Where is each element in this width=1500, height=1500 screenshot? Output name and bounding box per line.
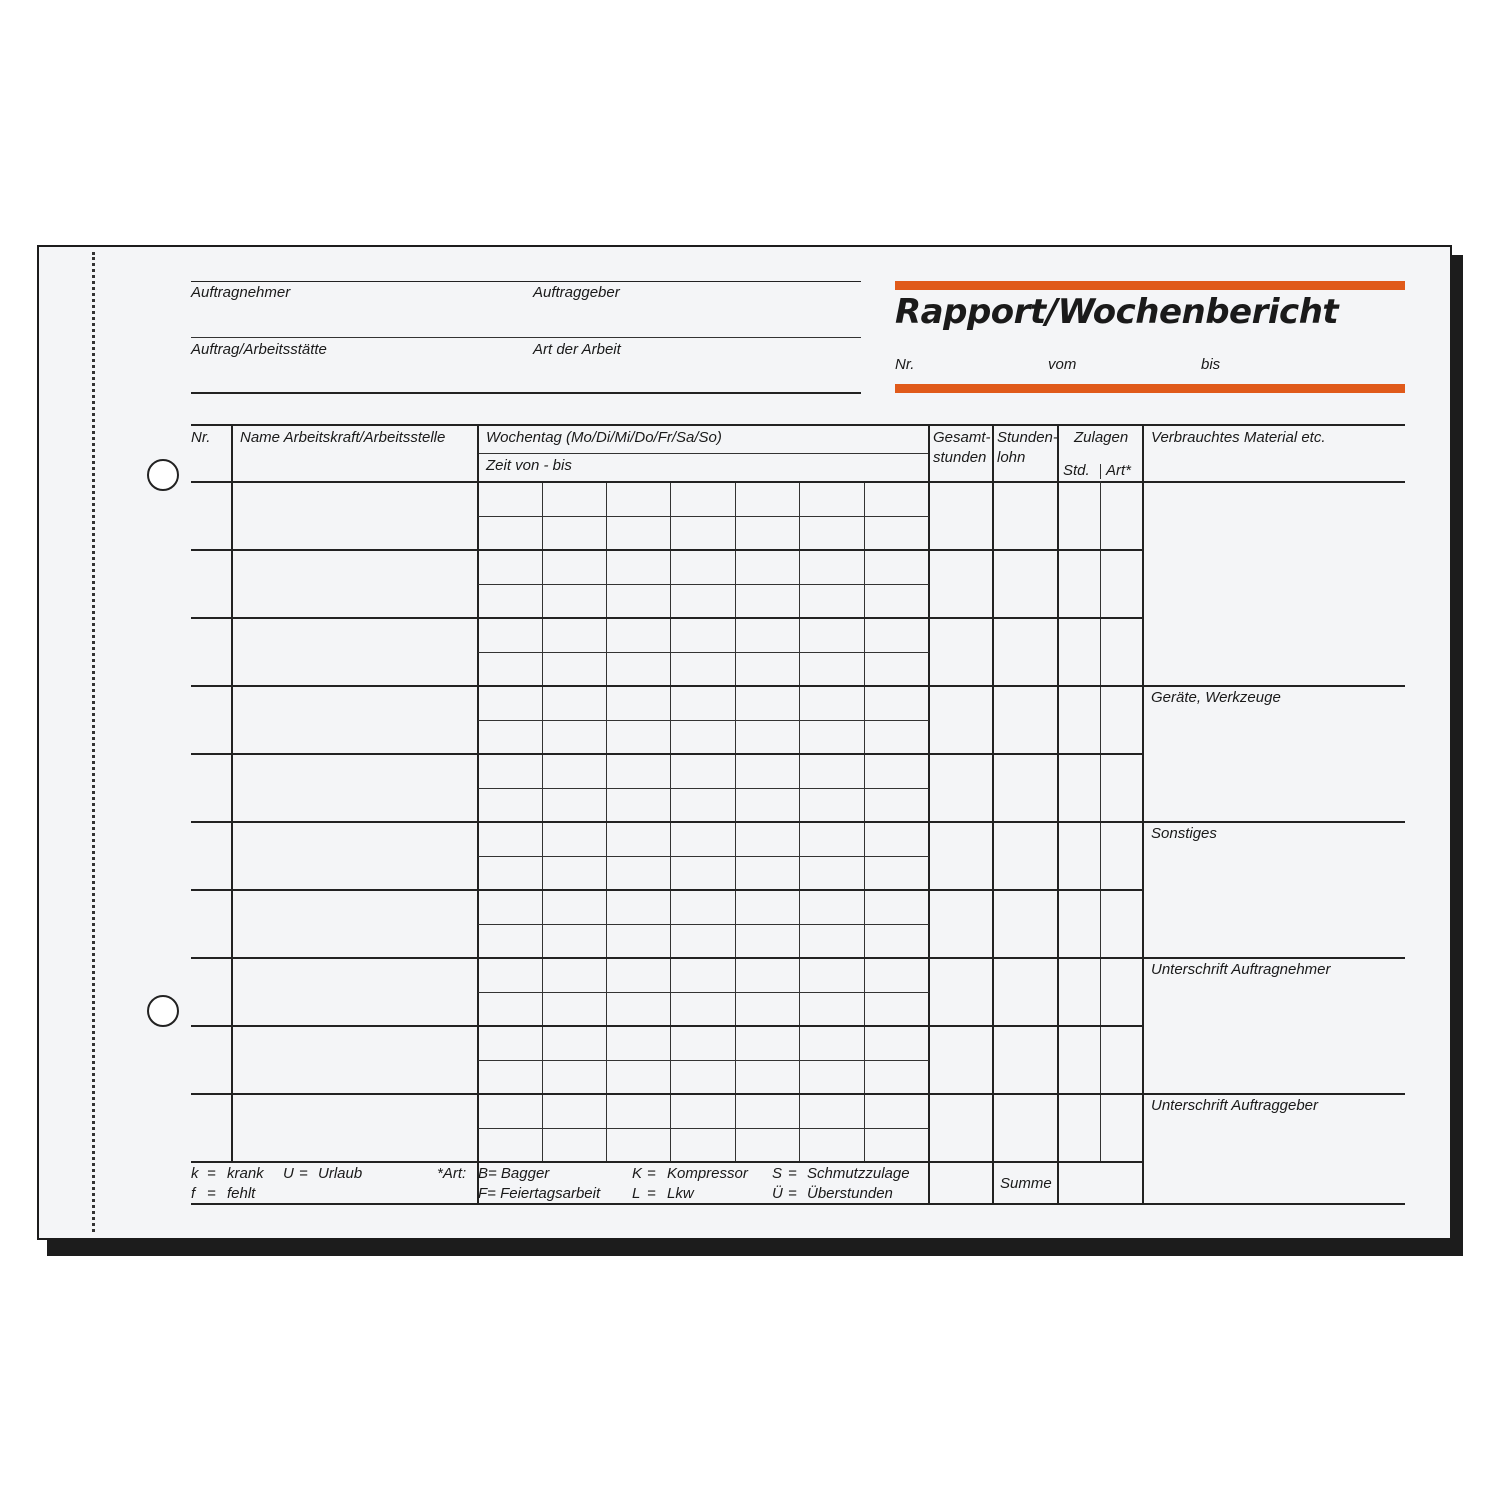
legend-k-key: k (191, 1165, 199, 1182)
table-row (191, 549, 1143, 551)
time-subrow-line (478, 516, 929, 517)
col-gesamt-header-2: stunden (933, 449, 987, 466)
legend-b: B= Bagger (478, 1165, 550, 1182)
legend-eq: = (788, 1165, 797, 1182)
auftragnehmer-label: Auftragnehmer (191, 284, 291, 301)
vom-label: vom (1048, 356, 1077, 373)
table-row (191, 685, 1405, 687)
table-row (191, 1025, 1143, 1027)
header-line-middle (191, 337, 861, 338)
auftrag-field[interactable] (191, 359, 521, 391)
table-header-bottom-line (191, 481, 1405, 483)
summe-zulagen-field[interactable] (1059, 1164, 1141, 1202)
col-line-stundenlohn (1057, 424, 1059, 1204)
time-subrow-line (478, 1060, 929, 1061)
legend-eq: = (207, 1165, 216, 1182)
summe-gesamt-field[interactable] (930, 1164, 990, 1202)
table-bottom-line (191, 1203, 1405, 1205)
accent-bar-top (895, 281, 1405, 290)
auftrag-label: Auftrag/Arbeitsstätte (191, 341, 327, 358)
summe-label: Summe (1000, 1175, 1052, 1192)
legend-ue-value: Überstunden (807, 1185, 893, 1202)
unterschrift-auftragnehmer-label: Unterschrift Auftragnehmer (1151, 961, 1331, 978)
bis-field[interactable] (1224, 350, 1404, 378)
col-nr-header: Nr. (191, 429, 211, 446)
wochentag-divider (478, 453, 929, 454)
col-line-name (477, 424, 479, 1204)
legend-eq: = (788, 1185, 797, 1202)
time-subrow-line (478, 924, 929, 925)
geraete-label: Geräte, Werkzeuge (1151, 689, 1281, 706)
time-subrow-line (478, 992, 929, 993)
art-der-arbeit-label: Art der Arbeit (533, 341, 621, 358)
table-top-line (191, 424, 1405, 426)
header-line-top (191, 281, 861, 282)
table-row (191, 821, 1405, 823)
col-line-wochentag (928, 424, 930, 1204)
time-subrow-line (478, 720, 929, 721)
legend-eq: = (207, 1185, 216, 1202)
legend-eq: = (647, 1185, 656, 1202)
sonstiges-label: Sonstiges (1151, 825, 1217, 842)
col-line-gesamt (992, 424, 994, 1204)
col-line-zulagen (1142, 424, 1144, 1204)
legend-eq: = (647, 1165, 656, 1182)
legend-u-value: Urlaub (318, 1165, 363, 1182)
table-row (191, 1093, 1405, 1095)
col-material-header: Verbrauchtes Material etc. (1151, 429, 1326, 446)
col-stundenlohn-header: Stunden- (997, 429, 1058, 446)
accent-bar-bottom (895, 384, 1405, 393)
table-row (191, 617, 1143, 619)
col-line-nr (231, 424, 233, 1162)
legend-k2-value: Kompressor (667, 1165, 748, 1182)
perforation-line (92, 252, 95, 1232)
legend-k2-key: K (632, 1165, 643, 1182)
nr-label: Nr. (895, 356, 915, 373)
auftraggeber-field[interactable] (533, 302, 861, 336)
col-zulagen-header: Zulagen (1074, 429, 1129, 446)
col-stundenlohn-header-2: lohn (997, 449, 1026, 466)
art-der-arbeit-field[interactable] (533, 359, 861, 391)
table-row (191, 889, 1143, 891)
col-wochentag-header: Wochentag (Mo/Di/Mi/Do/Fr/Sa/So) (486, 429, 722, 446)
legend-l-key: L (632, 1185, 641, 1202)
auftraggeber-label: Auftraggeber (533, 284, 620, 301)
punch-hole-top (147, 459, 179, 491)
form-title: Rapport/Wochenbericht (895, 292, 1339, 332)
form-sheet (37, 245, 1452, 1240)
table-row (191, 753, 1143, 755)
time-subrow-line (478, 856, 929, 857)
time-subrow-line (478, 1128, 929, 1129)
zulagen-header-divider (1100, 464, 1101, 479)
table-row (191, 957, 1405, 959)
legend-s-key: S (772, 1165, 783, 1182)
vom-field[interactable] (1082, 350, 1194, 378)
col-gesamt-header: Gesamt- (933, 429, 991, 446)
legend-l-value: Lkw (667, 1185, 694, 1202)
header-line-bottom (191, 392, 861, 394)
punch-hole-bottom (147, 995, 179, 1027)
legend-s-value: Schmutzzulage (807, 1165, 910, 1182)
time-subrow-line (478, 584, 929, 585)
nr-field[interactable] (920, 350, 1040, 378)
col-std-header: Std. (1063, 462, 1090, 479)
legend-f-key: f (191, 1185, 196, 1202)
bis-label: bis (1201, 356, 1221, 373)
time-subrow-line (478, 652, 929, 653)
time-subrow-line (478, 788, 929, 789)
col-zeit-header: Zeit von - bis (486, 457, 572, 474)
auftragnehmer-field[interactable] (191, 302, 521, 336)
legend-eq: = (299, 1165, 308, 1182)
legend-art-label: *Art: (437, 1165, 467, 1182)
table-row-end (191, 1161, 1143, 1163)
col-name-header: Name Arbeitskraft/Arbeitsstelle (240, 429, 446, 446)
legend-k-value: krank (227, 1165, 264, 1182)
unterschrift-auftraggeber-label: Unterschrift Auftraggeber (1151, 1097, 1319, 1114)
col-art-header: Art* (1106, 462, 1132, 479)
legend-f-value: fehlt (227, 1185, 256, 1202)
legend-ue-key: Ü (772, 1185, 783, 1202)
legend-f-feiertag: F= Feiertagsarbeit (478, 1185, 601, 1202)
legend-u-key: U (283, 1165, 294, 1182)
